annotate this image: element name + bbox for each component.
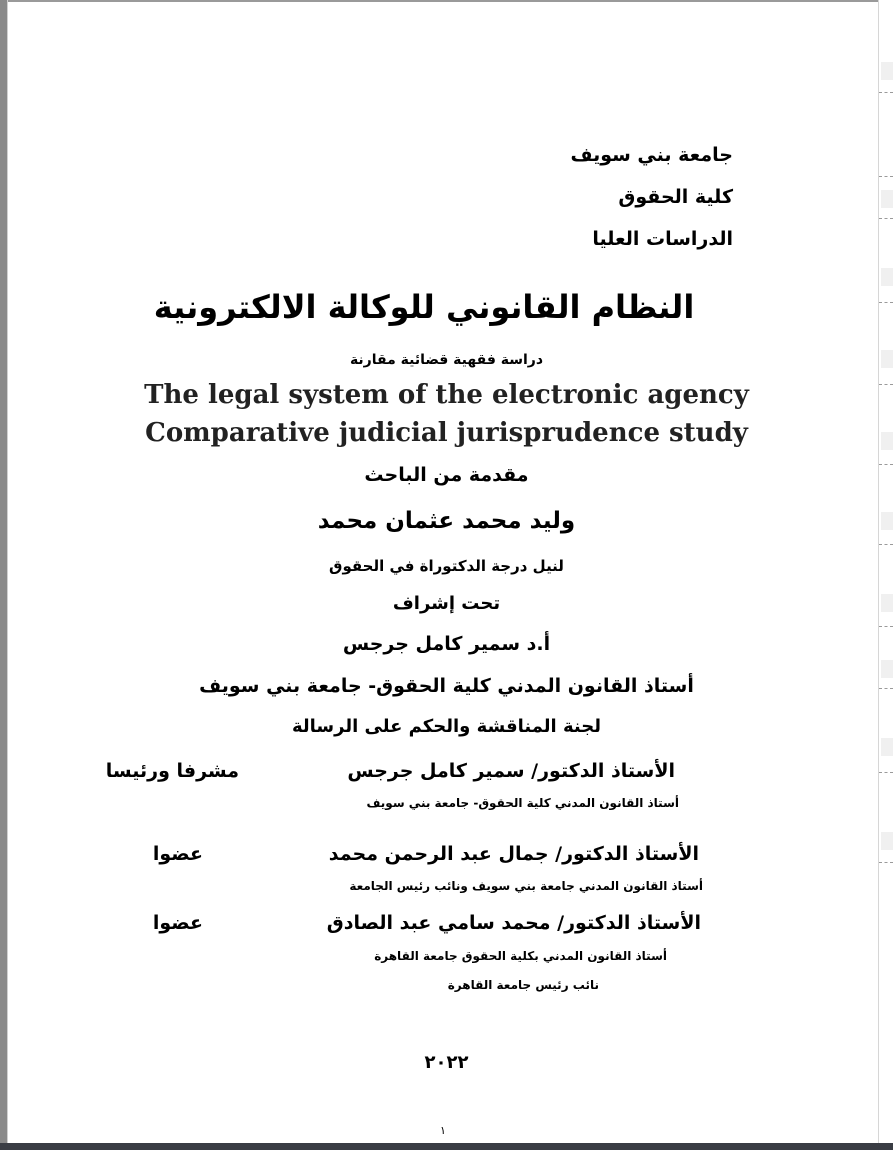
committee-heading: لجنة المناقشة والحكم على الرسالة <box>292 716 601 737</box>
ruler-tick <box>879 544 893 546</box>
supervision-label: تحت إشراف <box>392 593 501 614</box>
thesis-subtitle-english: Comparative judicial jurisprudence study <box>145 418 748 448</box>
ruler-mark <box>881 738 893 756</box>
ruler-mark <box>881 190 893 208</box>
ruler-tick <box>879 772 893 774</box>
committee-member-role: مشرفا ورئيسا <box>105 760 239 782</box>
committee-member-name: الأستاذ الدكتور/ محمد سامي عبد الصادق <box>326 912 701 934</box>
page-number: ١ <box>440 1124 446 1137</box>
left-window-border <box>0 0 7 1150</box>
thesis-subtitle-arabic: دراسة فقهية قضائية مقارنة <box>349 352 544 368</box>
ruler-tick <box>879 862 893 864</box>
ruler-tick <box>879 626 893 628</box>
researcher-intro: مقدمة من الباحث <box>364 464 529 486</box>
committee-member-role: عضوا <box>152 912 203 934</box>
thesis-title-arabic: النظام القانوني للوكالة الالكترونية <box>153 288 695 326</box>
left-window-border-inner <box>7 0 8 1150</box>
ruler-mark <box>881 62 893 80</box>
committee-member-name: الأستاذ الدكتور/ سمير كامل جرجس <box>347 760 675 782</box>
committee-member-name: الأستاذ الدكتور/ جمال عبد الرحمن محمد <box>328 843 699 865</box>
thesis-year: ٢٠٢٢ <box>424 1052 469 1073</box>
ruler-tick <box>879 218 893 220</box>
bottom-window-bar <box>0 1143 893 1150</box>
university-name: جامعة بني سويف <box>570 144 733 166</box>
committee-member-role: عضوا <box>152 843 203 865</box>
ruler-tick <box>879 92 893 94</box>
committee-member-affiliation: أستاذ القانون المدني بكلية الحقوق جامعة القاهرة <box>374 949 667 963</box>
ruler-mark <box>881 832 893 850</box>
top-border <box>0 0 893 2</box>
supervisor-title: أستاذ القانون المدني كلية الحقوق- جامعة بني سويف <box>199 675 694 697</box>
committee-member-extra: نائب رئيس جامعة القاهرة <box>447 978 599 992</box>
committee-member-affiliation: أستاذ القانون المدني جامعة بني سويف ونائب رئيس الجامعة <box>349 879 703 893</box>
faculty-name: كلية الحقوق <box>618 186 733 208</box>
supervisor-name: أ.د سمير كامل جرجس <box>342 633 551 655</box>
ruler-tick <box>879 302 893 304</box>
ruler-mark <box>881 268 893 286</box>
degree-text: لنيل درجة الدكتوراة في الحقوق <box>329 557 564 575</box>
researcher-name: وليد محمد عثمان محمد <box>317 508 576 534</box>
ruler-tick <box>879 176 893 178</box>
committee-member-affiliation: أستاذ القانون المدني كلية الحقوق- جامعة بني سويف <box>366 796 679 810</box>
department-name: الدراسات العليا <box>592 228 733 250</box>
thesis-title-english: The legal system of the electronic agency <box>144 380 749 410</box>
